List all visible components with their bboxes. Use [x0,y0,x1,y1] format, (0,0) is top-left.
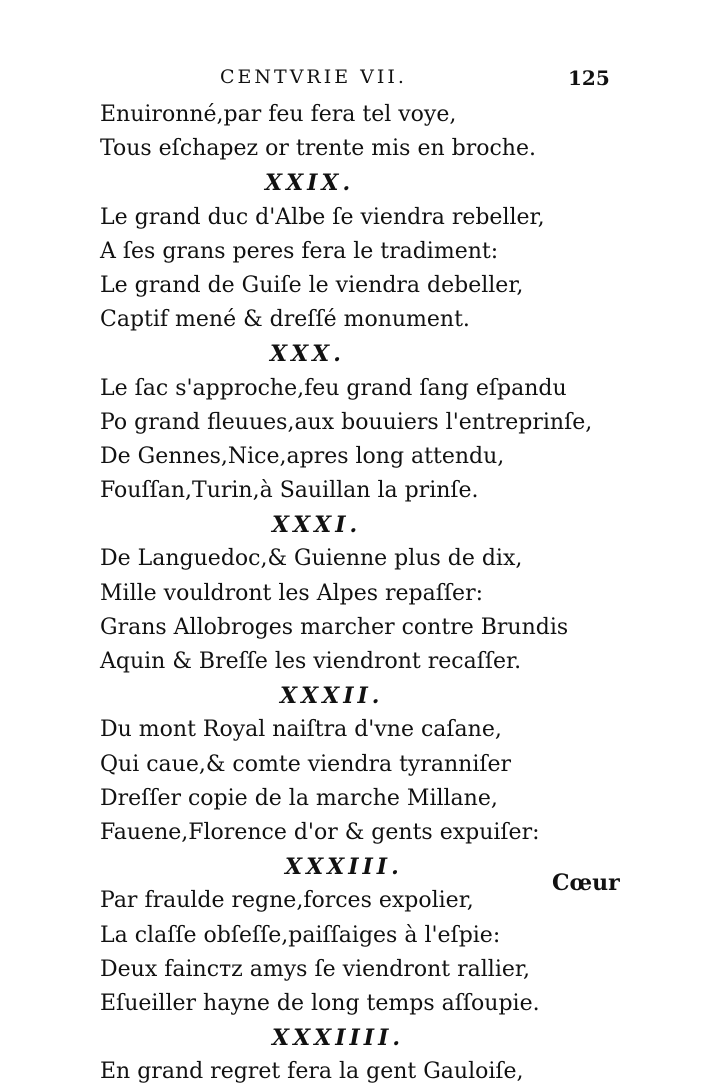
verse-line: Par fraulde regne,forces expolier, [100,888,474,914]
verse-line: Deux faincтz amys ſe viendront rallier, [100,956,530,982]
quatrain-numeral: XXXII. [280,683,384,710]
quatrain-numeral: XXX. [270,341,345,368]
verse-line: Enuironné,par feu fera tel voye, [100,102,457,127]
verse-line: Dreſſer copie de la marche Millane, [100,785,498,811]
verse-line: Mille vouldront les Alpes repaſſer: [100,580,483,606]
verse-line: Le grand duc d'Albe ſe viendra rebeller, [100,204,545,230]
verse-line: Eſueiller hayne de long temps aſſoupie. [100,990,540,1016]
verse-line: En grand regret fera la gent Gauloiſe, [100,1059,524,1085]
verse-line: Qui caue,& comte viendra tyranniſer [100,751,512,777]
verse-line: La claſſe obſeſſe,paiſſaiges à l'eſpie: [100,922,501,948]
verse-line: De Languedoc,& Guienne plus de dix, [100,546,523,572]
verse-text-block [100,98,660,1089]
verse-line: Po grand fleuues,aux bouuiers l'entreprinſe, [100,409,593,435]
verse-line: Fouſſan,Turin,à Sauillan la prinſe. [100,478,479,504]
page-number: 125 [568,66,610,90]
quatrain-numeral: XXXI. [272,512,362,539]
verse-line: Le grand de Guiſe le viendra debeller, [100,272,524,298]
quatrain-numeral: XXXIIII. [272,1025,405,1052]
verse-line: Fauene,Florence d'or & gents expuiſer: [100,819,540,845]
verse-line: A ſes grans peres fera le tradiment: [100,238,499,264]
verse-line: Aquin & Breſſe les viendront recaſſer. [100,649,522,674]
verse-line: Grans Allobroges marcher contre Brundis [100,614,569,640]
verse-line: Captif mené & dreſſé monument. [100,307,470,333]
quatrain-numeral: XXIX. [265,170,355,197]
catchword: Cœur [552,870,620,896]
running-head: CENTVRIE VII. [220,66,407,88]
verse-line: Le ſac s'approche,feu grand ſang eſpandu [100,375,567,401]
quatrain-numeral: XXXIII. [285,854,403,881]
verse-line: Du mont Royal naiſtra d'vne caſane, [100,717,502,743]
verse-line: Tous eſchapez or trente mis en broche. [100,136,536,162]
verse-line: De Gennes,Nice,apres long attendu, [100,443,505,469]
